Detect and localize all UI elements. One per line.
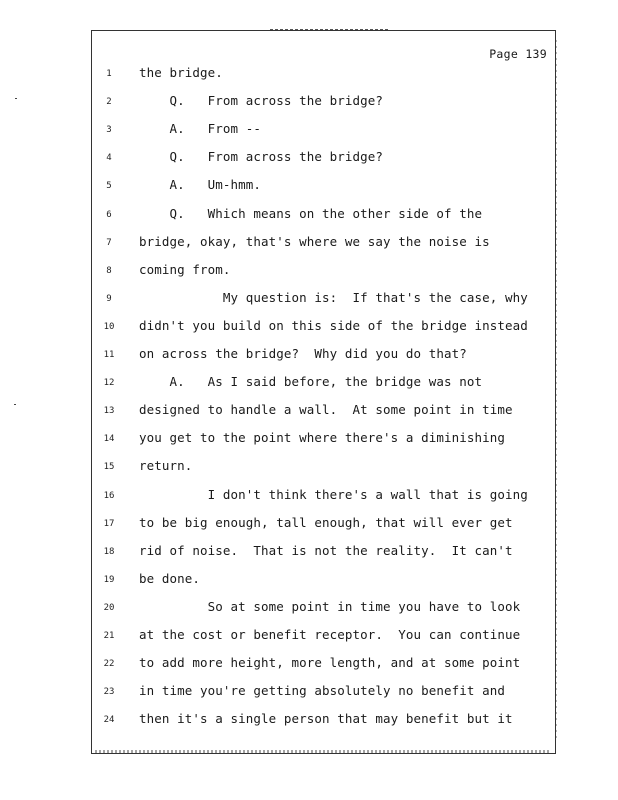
transcript-line — [92, 458, 555, 480]
transcript-line — [92, 711, 555, 733]
line-number: 20 — [103, 602, 115, 613]
line-text: in time you're getting absolutely no benefit and — [139, 683, 506, 699]
line-number: 15 — [103, 462, 115, 473]
transcript-line — [92, 627, 555, 649]
transcript-line — [92, 515, 555, 537]
line-text: I don't think there's a wall that is going — [139, 486, 528, 502]
line-text: then it's a single person that may benefit but it — [139, 711, 513, 727]
line-number: 7 — [106, 237, 112, 248]
scan-artifact-right-edge — [556, 40, 557, 740]
line-number: 4 — [106, 153, 112, 164]
scan-speck — [14, 404, 16, 405]
line-number: 8 — [106, 265, 112, 276]
transcript-line — [92, 430, 555, 452]
line-text: to be big enough, tall enough, that will ever get — [139, 514, 513, 530]
line-text: the bridge. — [139, 65, 223, 80]
transcript-line — [92, 206, 555, 228]
line-number: 11 — [103, 350, 115, 360]
line-number: 23 — [103, 687, 115, 698]
line-number: 2 — [106, 97, 112, 108]
transcript-line — [92, 543, 555, 565]
line-number: 22 — [103, 659, 115, 670]
transcript-line — [92, 571, 555, 593]
line-text: Q. From across the bridge? — [139, 93, 384, 109]
line-text: designed to handle a wall. At some point in time — [139, 402, 513, 418]
line-text: you get to the point where there's a diminishing — [139, 430, 506, 446]
transcript-line — [92, 149, 555, 171]
transcript-line — [92, 487, 555, 509]
transcript-line — [92, 599, 555, 621]
line-number: 16 — [103, 490, 115, 501]
transcript-line — [92, 318, 555, 340]
line-text: A. From -- — [139, 121, 262, 137]
transcript-page — [91, 30, 556, 754]
line-text: return. — [139, 458, 193, 474]
line-number: 5 — [106, 181, 112, 192]
scan-speck — [15, 98, 17, 99]
line-text: be done. — [139, 570, 201, 586]
line-number: 10 — [103, 321, 115, 332]
transcript-line — [92, 402, 555, 424]
line-number: 24 — [103, 715, 115, 726]
line-text: A. Um-hmm. — [139, 177, 262, 193]
line-text: coming from. — [139, 261, 231, 277]
scan-artifact-bottom — [95, 750, 550, 753]
line-text: didn't you build on this side of the bridge instead — [139, 317, 528, 333]
line-text: to add more height, more length, and at some point — [139, 655, 521, 671]
line-number: 1 — [106, 69, 112, 79]
line-text: Q. Which means on the other side of the — [139, 205, 483, 221]
line-text: A. As I said before, the bridge was not — [139, 374, 483, 390]
line-text: My question is: If that's the case, why — [139, 289, 528, 305]
transcript-line — [92, 683, 555, 705]
transcript-line — [92, 374, 555, 396]
line-number: 9 — [106, 293, 112, 304]
line-number: 6 — [106, 209, 112, 220]
transcript-line — [92, 177, 555, 199]
line-text: on across the bridge? Why did you do that? — [139, 346, 467, 361]
line-text: bridge, okay, that's where we say the noise is — [139, 233, 490, 249]
line-text: So at some point in time you have to look — [139, 598, 521, 614]
page-number: Page 139 — [489, 47, 547, 61]
line-number: 21 — [103, 631, 115, 641]
line-number: 14 — [103, 434, 115, 445]
transcript-line — [92, 290, 555, 312]
transcript-line — [92, 121, 555, 143]
transcript-line — [92, 346, 555, 368]
line-text: rid of noise. That is not the reality. It can't — [139, 542, 513, 558]
line-number: 17 — [103, 518, 115, 529]
transcript-line — [92, 234, 555, 256]
transcript-line — [92, 65, 555, 87]
line-text: Q. From across the bridge? — [139, 149, 384, 165]
line-number: 12 — [103, 378, 115, 389]
transcript-line — [92, 93, 555, 115]
line-text: at the cost or benefit receptor. You can continue — [139, 627, 521, 642]
transcript-line — [92, 655, 555, 677]
line-number: 18 — [103, 546, 115, 557]
transcript-line — [92, 262, 555, 284]
line-number: 13 — [103, 406, 115, 417]
line-number: 19 — [103, 574, 115, 585]
line-number: 3 — [106, 125, 112, 136]
